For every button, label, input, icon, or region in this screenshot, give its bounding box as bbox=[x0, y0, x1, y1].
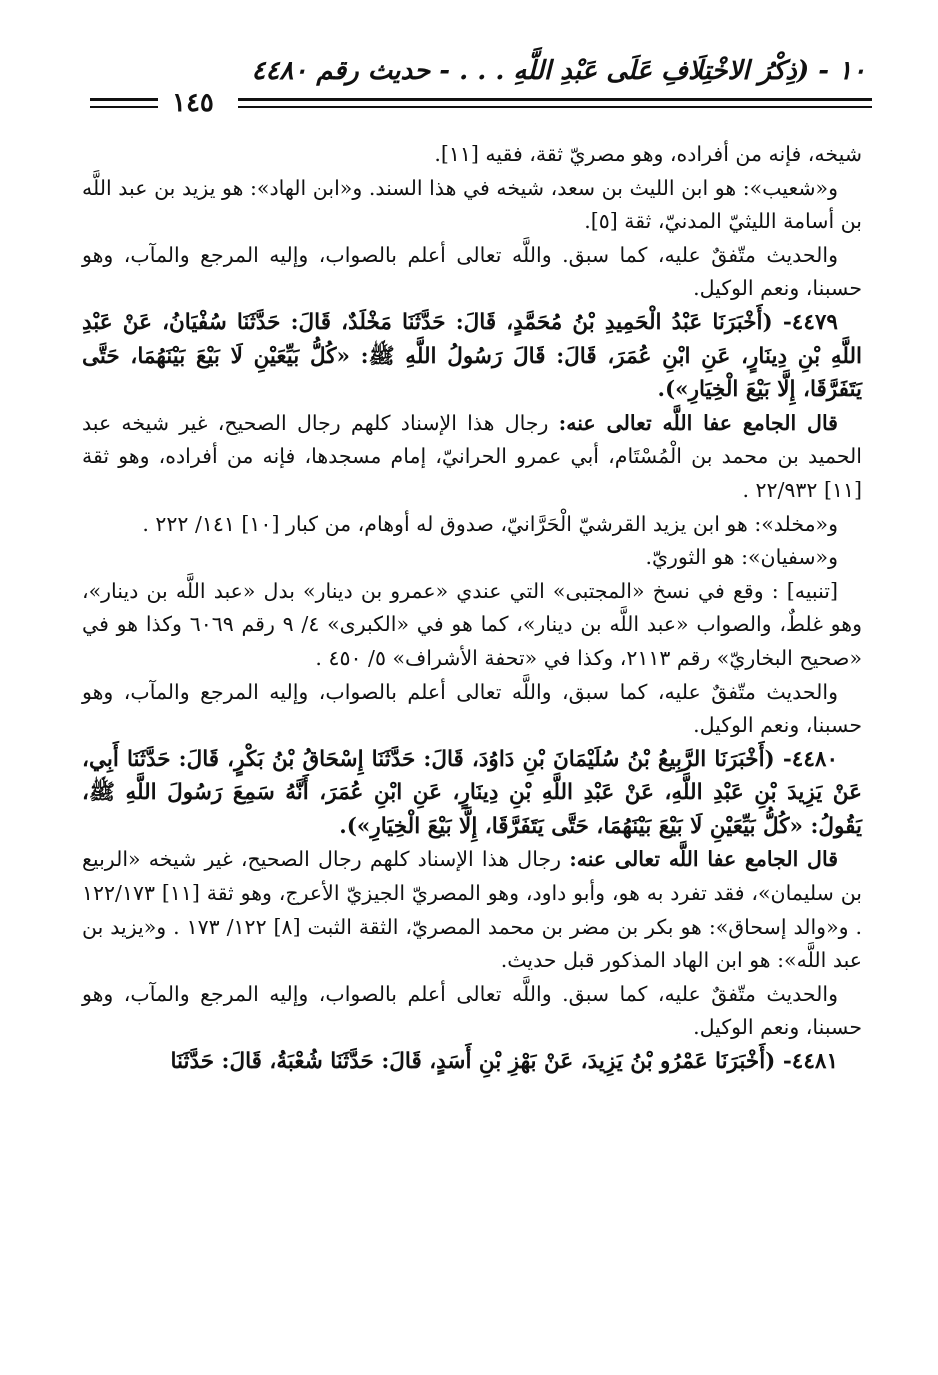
header-rule-bottom bbox=[238, 106, 872, 108]
commentary-paragraph bbox=[82, 407, 862, 508]
page-number: ١٤٥ bbox=[172, 88, 214, 118]
header-rule-top bbox=[238, 98, 872, 101]
paragraph: والحديث متّفقٌ عليه، كما سبق، واللَّه تعالى أعلم بالصواب، وإليه المرجع والمآب، وهو حسبنا، ونعم الوكيل. bbox=[82, 679, 862, 738]
hadith-4481 bbox=[82, 1045, 862, 1079]
paragraph: شيخه، فإنه من أفراده، وهو مصريّ ثقة، فقيه [١١]. bbox=[434, 142, 862, 166]
paragraph: و«سفيان»: هو الثوريّ. bbox=[645, 545, 838, 570]
commentary-text: رجال هذا الإسناد كلهم رجال الصحيح، غير شيخه «الربيع بن سليمان»، فقد تفرد به هو، وأبو داود، وهو المصريّ الجيزيّ الأعرج، وهو ثقة [١١] ١٢٢/١٧٣ . و«والد إسحاق»: هو بكر بن مضر بن محمد المصريّ، الثقة الثبت [٨] ١٢٢/ ١٧٣ . و«يزيد بن عبد اللَّه»: هو ابن الهاد المذكور قبل حديث. bbox=[82, 847, 863, 973]
page-body bbox=[82, 138, 862, 1079]
hadith-text: (أَخْبَرَنَا عَمْرُو بْنُ يَزِيدَ، عَنْ بَهْزِ بْنِ أَسَدٍ، قَالَ: حَدَّثَنَا شُعْبَةُ، قَالَ: حَدَّثَنَا bbox=[170, 1049, 776, 1075]
commentary-text: رجال هذا الإسناد كلهم رجال الصحيح، غير شيخه عبد الحميد بن محمد بن الْمُسْتَام، أبي عمرو الحرانيّ، إمام مسجدها، فإنه من أفراده، وهو ثقة [١١] ٢٢/٩٣٢ . bbox=[82, 410, 862, 502]
hadith-number: ٤٤٨٠- bbox=[782, 746, 838, 772]
paragraph: والحديث متّفقٌ عليه، كما سبق. واللَّه تعالى أعلم بالصواب، وإليه المرجع والمآب، وهو حسبنا، ونعم الوكيل. bbox=[82, 981, 862, 1040]
hadith-4479 bbox=[82, 306, 862, 407]
paragraph: والحديث متّفقٌ عليه، كما سبق. واللَّه تعالى أعلم بالصواب، وإليه المرجع والمآب، وهو حسبنا، ونعم الوكيل. bbox=[82, 242, 862, 301]
paragraph: و«مخلد»: هو ابن يزيد القرشيّ الْحَرَّانيّ، صدوق له أوهام، من كبار [١٠] ١٤١/ ٢٢٢ . bbox=[142, 511, 838, 536]
hadith-4480 bbox=[82, 743, 862, 844]
note-paragraph: [تنبيه] : وقع في نسخ «المجتبى» التي عندي «عمرو بن دينار» بدل «عبد اللَّه بن دينار»، وهو غلطٌ، والصواب «عبد اللَّه بن دينار»، كما هو في «الكبرى» ٤/ ٩ رقم ٦٠٦٩ وكذا هو في «صحيح البخاريّ» رقم ٢١١٣، وكذا في «تحفة الأشراف» ٥/ ٤٥٠ . bbox=[82, 578, 862, 670]
header-rule-left-top bbox=[90, 98, 158, 101]
chapter-title: ١٠ - (ذِكْرُ الاخْتِلَافِ عَلَى عَبْدِ اللَّهِ . . . - حديث رقم ٤٤٨٠ bbox=[251, 56, 866, 86]
commentator-lead: قال الجامع عفا اللَّه تعالى عنه: bbox=[569, 847, 838, 872]
running-header bbox=[88, 40, 872, 118]
hadith-text: (أَخْبَرَنَا الرَّبِيعُ بْنُ سُلَيْمَانَ بْنِ دَاوُدَ، قَالَ: حَدَّثَنَا إِسْحَاقُ بْنُ بَكْرٍ، قَالَ: حَدَّثَنَا أَبِي، عَنْ يَزِيدَ بْنِ عَبْدِ اللَّهِ، عَنْ عَبْدِ اللَّهِ بْنِ دِينَارٍ، عَنِ ابْنِ عُمَرَ، أَنَّهُ سَمِعَ رَسُولَ اللَّهِ ﷺ، يَقُولُ: «كُلُّ بَيِّعَيْنِ لَا بَيْعَ بَيْنَهُمَا، حَتَّى يَتَفَرَّقَا، إِلَّا بَيْعَ الْخِيَارِ»). bbox=[82, 746, 862, 839]
hadith-text: (أَخْبَرَنَا عَبْدُ الْحَمِيدِ بْنُ مُحَمَّدٍ، قَالَ: حَدَّثَنَا مَخْلَدٌ، قَالَ: حَدَّثَنَا سُفْيَانُ، عَنْ عَبْدِ اللَّهِ بْنِ دِينَارٍ، عَنِ ابْنِ عُمَرَ، قَالَ: قَالَ رَسُولُ اللَّهِ ﷺ: «كُلُّ بَيِّعَيْنِ لَا بَيْعَ بَيْنَهُمَا، حَتَّى يَتَفَرَّقَا، إِلَّا بَيْعَ الْخِيَارِ»). bbox=[82, 309, 862, 403]
hadith-number: ٤٤٨١- bbox=[782, 1049, 838, 1075]
commentator-lead: قال الجامع عفا اللَّه تعالى عنه: bbox=[558, 410, 838, 435]
header-rule-left-bottom bbox=[90, 106, 158, 108]
paragraph: و«شعيب»: هو ابن الليث بن سعد، شيخه في هذا السند. و«ابن الهاد»: هو يزيد بن عبد اللَّه بن أسامة الليثيّ المدنيّ، ثقة [٥]. bbox=[82, 175, 862, 234]
commentary-paragraph bbox=[82, 843, 862, 977]
hadith-number: ٤٤٧٩- bbox=[782, 309, 838, 335]
